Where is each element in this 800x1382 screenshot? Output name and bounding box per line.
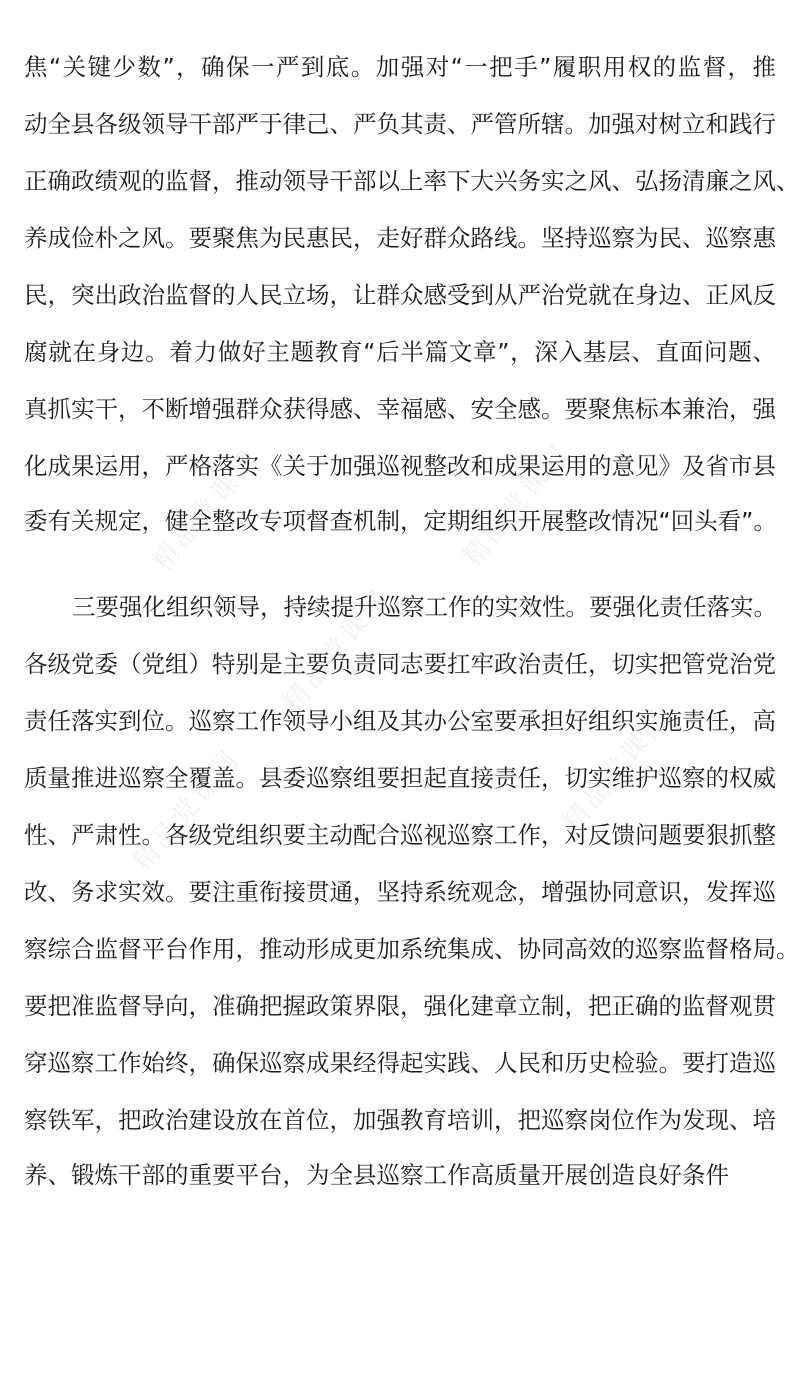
text-line: 化成果运用，严格落实《关于加强巡视整改和成果运用的意见》及省市县 — [24, 452, 776, 480]
text-line: 动全县各级领导干部严于律己、严负其责、严管所辖。加强对树立和践行 — [24, 110, 776, 138]
text-line: 性、严肃性。各级党组织要主动配合巡视巡察工作，对反馈问题要狠抓整 — [24, 821, 776, 849]
text-line: 穿巡察工作始终，确保巡察成果经得起实践、人民和历史检验。要打造巡 — [24, 1049, 776, 1077]
watermark: 精品党课网 — [277, 583, 397, 718]
text-line: 质量推进巡察全覆盖。县委巡察组要担起直接责任，切实维护巡察的权威 — [24, 764, 776, 792]
text-line: 正确政绩观的监督，推动领导干部以上率下大兴务实之风、弘扬清廉之风、 — [24, 167, 800, 195]
text-line: 委有关规定，健全整改专项督查机制，定期组织开展整改情况“回头看”。 — [24, 507, 777, 535]
text-line: 民，突出政治监督的人民立场，让群众感受到从严治党就在身边、正风反 — [24, 281, 776, 309]
text-line: 责任落实到位。巡察工作领导小组及其办公室要承担好组织实施责任，高 — [24, 707, 776, 735]
text-line: 焦“关键少数”，确保一严到底。加强对“一把手”履职用权的监督，推 — [24, 53, 776, 81]
text-line: 真抓实干，不断增强群众获得感、幸福感、安全感。要聚焦标本兼治，强 — [24, 395, 776, 423]
text-line: 养、锻炼干部的重要平台，为全县巡察工作高质量开展创造良好条件 — [24, 1161, 729, 1189]
watermark: 精品党课网 — [127, 743, 247, 878]
watermark: 精品党课网 — [557, 703, 677, 838]
text-line: 改、务求实效。要注重衔接贯通，坚持系统观念，增强协同意识，发挥巡 — [24, 878, 776, 906]
text-line: 察铁军，把政治建设放在首位，加强教育培训，把巡察岗位作为发现、培 — [24, 1106, 776, 1134]
text-line: 腐就在身边。着力做好主题教育“后半篇文章”，深入基层、直面问题、 — [24, 338, 776, 366]
watermark: 精品党课网 — [147, 443, 267, 578]
text-line: 察综合监督平台作用，推动形成更加系统集成、协同高效的巡察监督格局。 — [24, 935, 800, 963]
text-line: 各级党委（党组）特别是主要负责同志要扛牢政治责任，切实把管党治党 — [24, 650, 776, 678]
text-line: 要把准监督导向，准确把握政策界限，强化建章立制，把正确的监督观贯 — [24, 992, 776, 1020]
watermark: 精品党课网 — [457, 438, 577, 573]
text-line: 养成俭朴之风。要聚焦为民惠民，走好群众路线。坚持巡察为民、巡察惠 — [24, 224, 776, 252]
text-line: 三要强化组织领导，持续提升巡察工作的实效性。要强化责任落实。 — [72, 593, 777, 621]
